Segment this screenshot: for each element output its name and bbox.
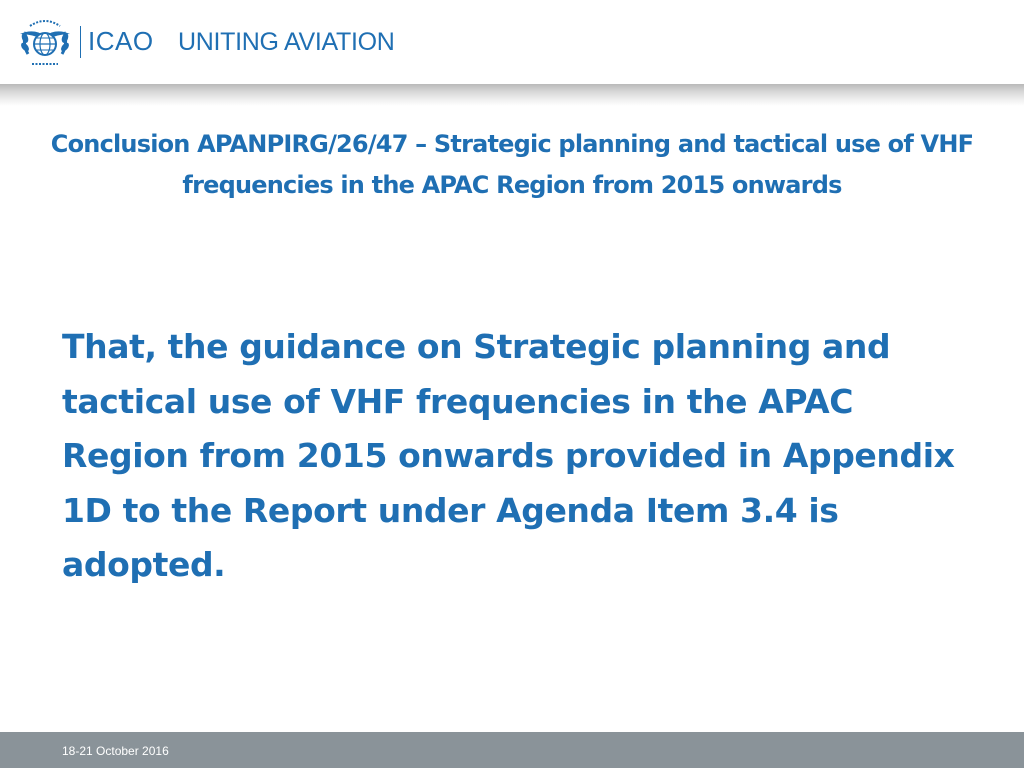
uniting-aviation-tagline: UNITING AVIATION xyxy=(178,28,395,56)
icao-emblem-icon xyxy=(16,14,74,72)
slide-header xyxy=(0,0,1024,84)
icao-logo-text: ICAO xyxy=(88,26,154,56)
slide-title: Conclusion APANPIRG/26/47 – Strategic planning and tactical use of VHF frequencies in the APAC Region from 2015 onwards xyxy=(50,130,974,199)
slide-footer xyxy=(0,732,1024,768)
footer-date: 18-21 October 2016 xyxy=(62,744,169,758)
slide-body-text: That, the guidance on Strategic planning and tactical use of VHF frequencies in the APAC Region from 2015 onwards provided in Appendix 1D to the Report under Agenda Item 3.4 is adopted. xyxy=(62,327,955,584)
logo-divider xyxy=(80,26,81,58)
header-shadow-band xyxy=(0,84,1024,106)
